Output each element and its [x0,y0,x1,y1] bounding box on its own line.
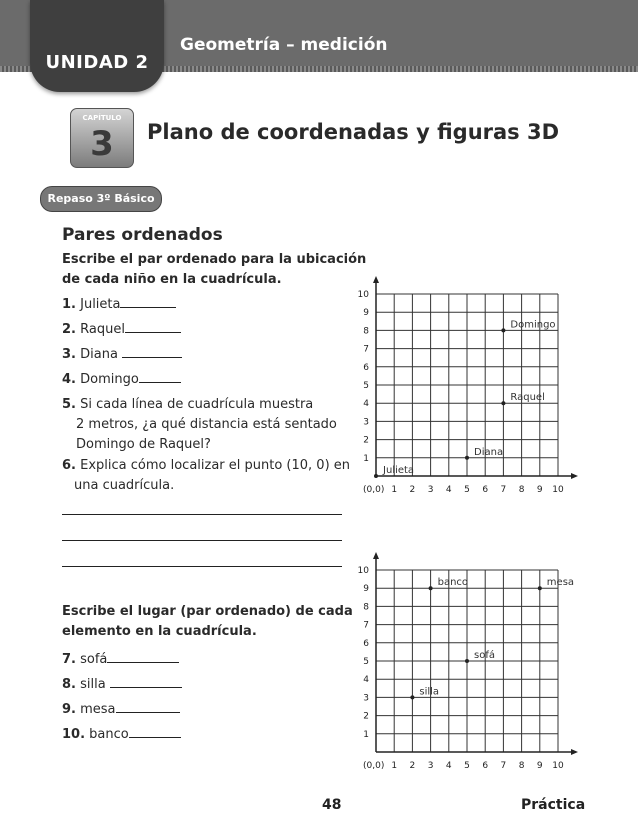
grid2-y-tick-label: 8 [363,602,369,613]
chapter-title: Plano de coordenadas y figuras 3D [147,120,560,144]
grid1-y-tick-label: 1 [363,453,369,464]
q5-number: 5. [62,397,76,412]
section-title: Pares ordenados [62,225,223,245]
grid2-x-tick-label: 6 [482,761,489,771]
grid2-x-tick-label: 1 [391,761,398,771]
chapter-number: 3 [90,124,114,164]
q5-line1: Si cada línea de cuadrícula muestra [80,397,314,412]
grid2-origin-label: (0,0) [363,761,385,771]
grid2-y-tick-label: 9 [363,584,369,595]
chapter-label: CAPÍTULO [82,114,122,122]
grid2-point [429,586,433,590]
q10-text: banco [89,727,129,742]
q3-number: 3. [62,347,76,362]
q2-text: Raquel [80,322,125,337]
grid1-y-tick-label: 4 [363,399,369,410]
grid2-y-tick-label: 4 [363,675,369,686]
page-number: 48 [322,797,342,813]
q7-text: sofá [80,652,108,667]
grid2-point [410,695,414,699]
q1-text: Julieta [80,297,121,312]
grid1-y-tick-label: 3 [363,417,369,428]
grid1-x-tick-label: 6 [482,485,489,495]
q9-text: mesa [80,702,116,717]
grid2-x-tick-label: 7 [500,761,507,771]
grid1-y-tick-label: 7 [363,344,369,355]
grid1-point-label: Diana [474,446,504,458]
grid2-x-tick-label: 5 [464,761,470,771]
q6-line1: Explica cómo localizar el punto (10, 0) en [80,458,351,473]
grid1-y-tick-label: 9 [363,308,369,319]
grid2-x-arrow-icon [571,749,578,755]
grid1-y-tick-label: 10 [357,290,369,300]
instruction-1-line1: Escribe el par ordenado para la ubicación [62,252,367,267]
grid2-y-tick-label: 1 [363,729,369,740]
grid1-y-tick-label: 5 [363,381,369,391]
q9-number: 9. [62,702,76,717]
grid1-x-tick-label: 8 [518,485,525,495]
grid2-y-tick-label: 5 [363,657,369,667]
instruction-2-line2: elemento en la cuadrícula. [62,624,257,639]
grid2-y-tick-label: 2 [363,711,369,722]
grid2-point-label: banco [437,577,469,589]
grid2-y-arrow-icon [373,552,379,559]
grid2-x-tick-label: 9 [536,761,543,771]
q4-number: 4. [62,372,76,387]
grid2-point-label: silla [419,686,440,698]
q5-line3: Domingo de Raquel? [76,437,211,452]
grid2-x-tick-label: 10 [552,761,564,771]
unit-label: UNIDAD 2 [45,52,149,73]
grid1-y-tick-label: 8 [363,326,369,337]
grid1-point-label: Raquel [510,392,545,404]
q6-number: 6. [62,458,76,473]
q1-number: 1. [62,297,76,312]
grid2-point-label: mesa [546,577,575,589]
q10-number: 10. [62,727,86,742]
grid2-x-tick-label: 2 [409,761,416,771]
instruction-1-line2: de cada niño en la cuadrícula. [62,272,282,287]
grid1-point-label: Julieta [383,465,415,476]
grid2-y-tick-label: 6 [363,638,369,649]
q8-number: 8. [62,677,76,692]
q5-line2: 2 metros, ¿a qué distancia está sentado [76,417,337,432]
q8-text: silla [80,677,106,692]
q6-line2: una cuadrícula. [74,478,175,493]
grid1-x-tick-label: 10 [552,485,564,495]
grid2-point [538,586,542,590]
grid2-x-tick-label: 4 [445,761,452,771]
grid1-x-tick-label: 7 [500,485,507,495]
grid2-y-tick-label: 10 [357,566,369,576]
q4-text: Domingo [80,372,139,387]
grid2-x-tick-label: 8 [518,761,525,771]
q7-number: 7. [62,652,76,667]
grid1-x-tick-label: 4 [445,485,452,495]
grid1-y-tick-label: 6 [363,362,369,373]
q2-number: 2. [62,322,76,337]
q3-text: Diana [80,347,118,362]
grid1-x-tick-label: 3 [427,485,434,495]
grid1-x-tick-label: 9 [536,485,543,495]
grid2-y-tick-label: 7 [363,620,369,631]
grid1-y-tick-label: 2 [363,435,369,446]
grid1-point-label: Domingo [510,319,556,331]
header-title: Geometría – medición [180,35,388,55]
grid2-y-tick-label: 3 [363,693,369,704]
grid1-origin-label: (0,0) [363,485,385,495]
grid2-x-tick-label: 3 [427,761,434,771]
grid2-point-label: sofá [474,650,495,661]
footer-label: Práctica [521,797,586,813]
instruction-2-line1: Escribe el lugar (par ordenado) de cada [62,604,353,619]
review-badge: Repaso 3º Básico [40,186,162,212]
grid1-x-tick-label: 2 [409,485,416,495]
grid2-point [465,659,469,663]
grid1-x-tick-label: 5 [464,485,470,495]
grid1-x-tick-label: 1 [391,485,398,495]
